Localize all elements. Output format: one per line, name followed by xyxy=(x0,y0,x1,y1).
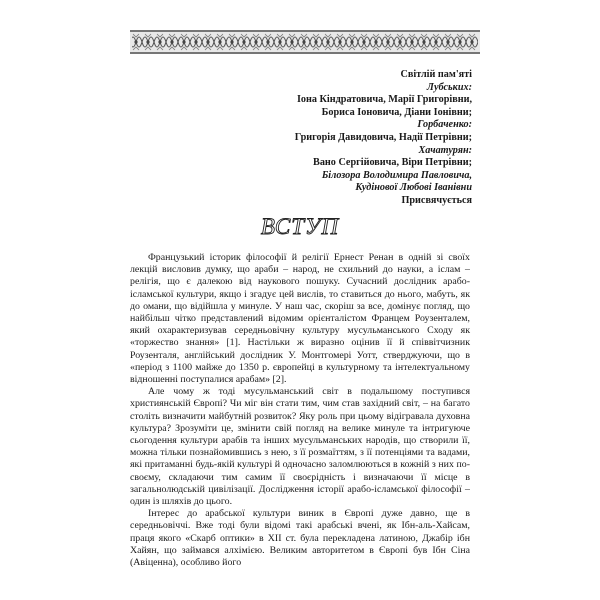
dedication-line: Бориса Іоновича, Діани Іонівни; xyxy=(321,106,472,118)
dedication-line: Горбаченко: xyxy=(417,119,472,131)
dedication-line: Вано Сергійовича, Віри Петрівни; xyxy=(313,157,472,169)
dedication-line: Лубських: xyxy=(426,81,472,93)
dedication-line: Григорія Давидовича, Надії Петрівни; xyxy=(294,131,472,143)
dedication-line: Кудінової Любові Іванівни xyxy=(355,182,472,194)
paragraph: Інтерес до арабської культури виник в Європі дуже давно, ще в середньовіччі. Вже тоді були відомі такі арабські вчені, як Ібн-аль-Хайсам, праця якого «Скарб оптики» в XII ст. була перекладена латиною, Джабір ібн Хайян, що займався алхімією. Великим авторитетом в Європі був Ібн Сіна (Авіценна), особливо його xyxy=(130,508,470,569)
dedication-line: Іона Кіндратовича, Марії Григорівни, xyxy=(296,94,472,106)
section-heading: ВСТУП xyxy=(260,214,340,239)
paragraph: Французький історик філософії й релігії Ернест Ренан в одній зі своїх лекцій висловив думку, що араби – народ, не схильний до науки, а іслам – релігія, що є далекою від наукового пошуку. Сучасний дослідник арабо-ісламської культури, якщо і згадує цей вислів, то ставиться до нього, мабуть, як до омани, що відійшла у минуле. У наш час, скоріш за все, домінує погляд, що найбільш чітко представлений відомим орієнталістом Францем Роузенталем, який охарактеризував середньовічну культуру мусульманського Сходу як «торжество знання» [1]. Настільки ж виразно оцінив її й співвітчизник Роузенталя, англійський дослідник У. Монтгомері Уотт, стверджуючи, що в «період з 1100 майже до 1350 р. європейці в культурному та інтелектуальному відношенні поступалися арабам» [2]. xyxy=(130,252,470,386)
dedication-line: Білозора Володимира Павловича, xyxy=(321,169,472,181)
decorative-ornament-band xyxy=(130,30,480,54)
dedication-block xyxy=(112,69,472,208)
body-text xyxy=(130,252,470,569)
dedication-line: Присвячується xyxy=(401,194,472,206)
dedication-line: Хачатурян: xyxy=(418,144,472,156)
paragraph: Але чому ж тоді мусульманський світ в подальшому поступився християнській Європі? Чи міг він стати тим, чим став західний світ, – на багато століть визначити майбутній розвиток? Яку роль при цьому відігравала духовна культура? Зрозуміти це, змінити свій погляд на велике минуле та інтригуюче сьогодення культури арабів та інших мусульманських народів, що створили її, можна тільки познайомившись з нею, з її розмаїттям, з її потенціями та вадами, які притаманні будь-якій культурі й одночасно заломлюються в кожній з них по-своєму, складаючи тим самим її своєрідність і визначаючи її місце в загальнолюдській цивілізації. Дослідження історії арабо-ісламської філософії – один із шляхів до цього. xyxy=(130,386,470,508)
dedication-line: Світлій пам'яті xyxy=(400,69,472,80)
